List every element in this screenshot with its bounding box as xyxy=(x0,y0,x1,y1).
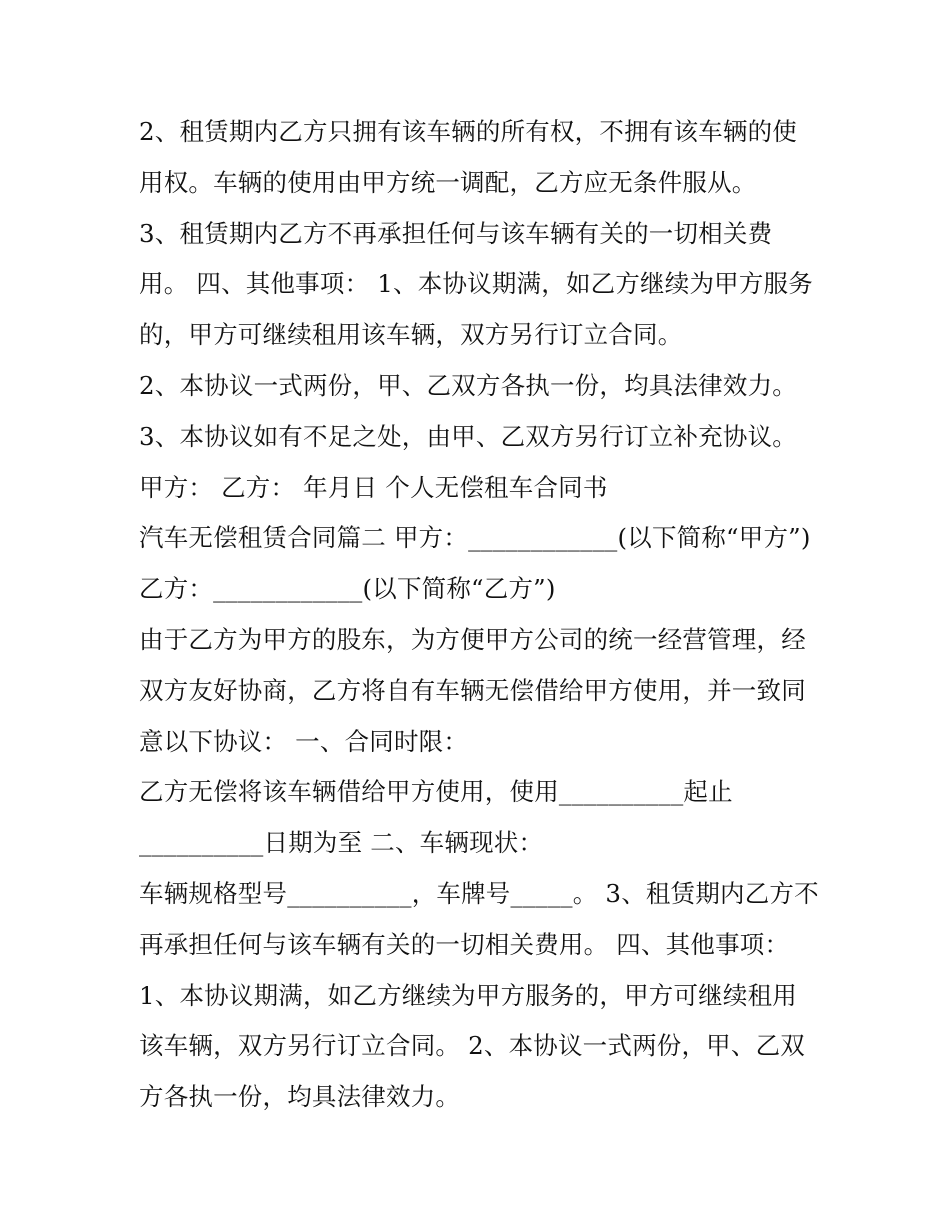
text-line: 用。 四、其他事项： 1、本协议期满，如乙方继续为甲方服务 xyxy=(139,269,813,299)
text-line: 3、租赁期内乙方不再承担任何与该车辆有关的一切相关费 xyxy=(139,218,773,248)
text-line: 2、租赁期内乙方只拥有该车辆的所有权，不拥有该车辆的使 xyxy=(139,117,797,146)
text-line: 1、本协议期满，如乙方继续为甲方服务的，甲方可继续租用 xyxy=(139,980,797,1010)
text-line: 甲方： 乙方： 年月日 个人无偿租车合同书 xyxy=(139,472,608,502)
text-line: 方各执一份，均具法律效力。 xyxy=(139,1082,461,1112)
text-line: 乙方无偿将该车辆借给甲方使用，使用__________起止 xyxy=(139,777,733,807)
text-line: 乙方：____________(以下简称“乙方”) xyxy=(139,574,556,604)
text-line: 3、本协议如有不足之处，由甲、乙双方另行订立补充协议。 xyxy=(139,421,797,451)
text-line: 汽车无偿租赁合同篇二 甲方：____________(以下简称“甲方”) xyxy=(139,523,811,553)
text-line: 再承担任何与该车辆有关的一切相关费用。 四、其他事项： xyxy=(139,929,790,959)
text-line: 车辆规格型号__________，车牌号_____。 3、租赁期内乙方不 xyxy=(139,878,819,908)
document-body xyxy=(139,107,819,1123)
text-line: 用权。车辆的使用由甲方统一调配，乙方应无条件服从。 xyxy=(139,167,757,197)
text-line: 2、本协议一式两份，甲、乙双方各执一份，均具法律效力。 xyxy=(139,370,797,400)
text-line: 由于乙方为甲方的股东，为方便甲方公司的统一经营管理，经 xyxy=(139,624,806,654)
text-line: 意以下协议： 一、合同时限： xyxy=(139,726,469,756)
text-line: 的，甲方可继续租用该车辆，双方另行订立合同。 xyxy=(139,320,683,350)
text-line: 双方友好协商，乙方将自有车辆无偿借给甲方使用，并一致同 xyxy=(139,675,806,705)
text-line: __________日期为至 二、车辆现状： xyxy=(139,828,544,858)
text-line: 该车辆，双方另行订立合同。 2、本协议一式两份，甲、乙双 xyxy=(139,1031,805,1061)
